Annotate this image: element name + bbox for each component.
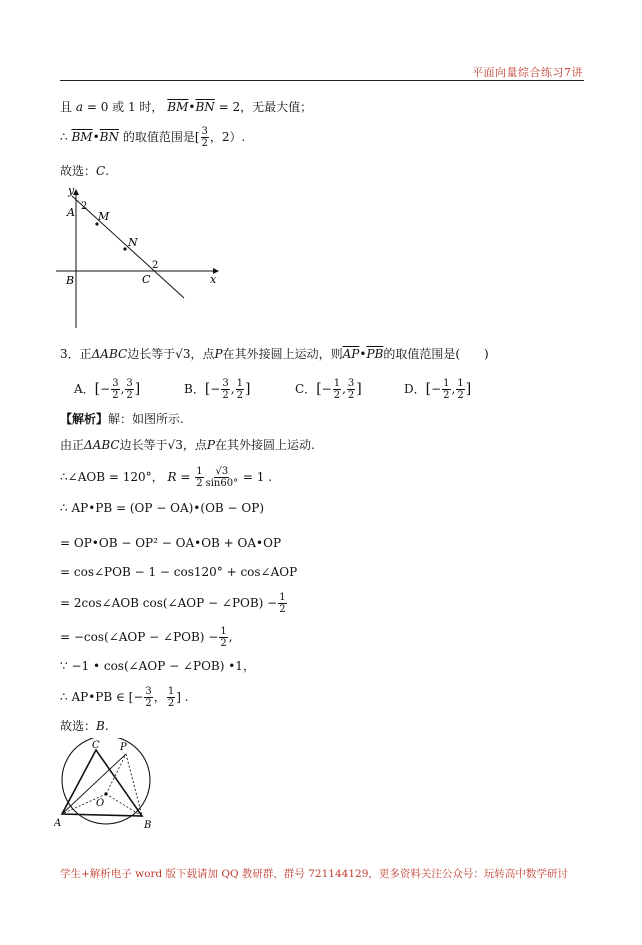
text: 解：如图所示. [108, 412, 184, 426]
label-x: x [210, 273, 217, 286]
dot: • [359, 347, 367, 361]
label-c: C [142, 273, 151, 286]
vector-bn: $\overline{BN}$ [99, 130, 119, 144]
denominator: 2 [201, 138, 208, 149]
label-m: M [98, 210, 110, 223]
footer-promo: 学生+解析电子 word 版下载请加 QQ 教研群，群号 721144129，更多资料关注公众号：玩转高中数学研讨 [60, 868, 568, 880]
line-1 [60, 99, 312, 115]
label-a: A [54, 818, 62, 829]
var-a: a [75, 100, 83, 114]
label-o: O [96, 798, 105, 809]
label-p: P [120, 742, 127, 753]
period: . [105, 164, 110, 178]
label-2-x: 2 [152, 260, 159, 271]
option-b[interactable]: B．[− $\frac{3}{2}$ , $\frac{1}{2}$ ] [184, 378, 251, 401]
solution-line-8: ∵ −1 • cos(∠AOP − ∠POB) •1， [60, 659, 255, 673]
sqrt3: √3 [175, 347, 191, 361]
triangle-abc: ΔABC [91, 347, 128, 361]
answer-2: 故选：B. [60, 719, 109, 733]
answer-label: 故选： [60, 164, 97, 178]
vector-bn: $\overline{BN}$ [195, 100, 215, 114]
point-p: P [214, 347, 223, 361]
label-c: C [92, 740, 100, 751]
label-y: y [68, 184, 75, 197]
text: 边长等于 [127, 347, 176, 361]
page-header-title: 平面向量综合练习7讲 [472, 66, 583, 79]
option-a[interactable]: A．[− $\frac{3}{2}$ , $\frac{3}{2}$ ] [74, 378, 141, 401]
solution-line-1: 由正ΔABC边长等于√3，点P在其外接圆上运动. [60, 438, 315, 452]
solution-line-7: = −cos(∠AOP − ∠POB) − $\frac{1}{2}$ , [60, 626, 233, 649]
option-label: C． [295, 382, 317, 396]
vector-ap: $\overline{AP}$ [342, 347, 360, 361]
solution-line-6: = 2cos∠AOB cos(∠AOP − ∠POB) − $\frac{1}{2}$ [60, 592, 286, 615]
text: 的取值范围是( ) [383, 347, 489, 361]
circumcircle [62, 738, 150, 824]
segment-ap [62, 754, 126, 814]
dot: • [92, 130, 100, 144]
label-2-y: 2 [81, 201, 88, 212]
label-b: B [144, 820, 152, 831]
coordinate-figure [52, 184, 232, 332]
center-o [104, 792, 107, 795]
solution-line-3: ∴ AP•PB = (OP − OA)•(OB − OP) [60, 501, 264, 515]
text: 的取值范围是[ [122, 130, 200, 144]
option-c[interactable]: C．[− $\frac{1}{2}$ , $\frac{3}{2}$ ] [295, 378, 362, 401]
text: = 0 或 1 时， [86, 100, 164, 114]
therefore-symbol: ∴ [60, 130, 68, 144]
fraction [201, 126, 209, 149]
solution-title [60, 411, 184, 427]
header-divider [60, 80, 584, 81]
answer-choice: C [96, 164, 106, 178]
text: = 2，无最大值； [218, 100, 313, 114]
text: 且 [60, 100, 73, 114]
circle-figure [54, 738, 166, 836]
option-label: A． [74, 382, 95, 396]
option-label: D． [404, 382, 426, 396]
label-b: B [66, 274, 75, 287]
vector-bm: $\overline{BM}$ [71, 130, 93, 144]
label-a: A [67, 206, 75, 219]
numerator: 3 [201, 126, 208, 137]
point-n [123, 247, 126, 250]
option-d[interactable]: D．[− $\frac{1}{2}$ , $\frac{1}{2}$ ] [404, 378, 472, 401]
vector-pb: $\overline{PB}$ [366, 347, 384, 361]
vector-bm: $\overline{BM}$ [167, 100, 189, 114]
solution-line-9: ∴ AP•PB ∈ [− $\frac{3}{2}$ ， $\frac{1}{2}$ ] . [60, 686, 189, 709]
solution-line-4: = OP•OB − OP² − OA•OB + OA•OP [60, 536, 282, 550]
text: 在其外接圆上运动，则 [222, 347, 343, 361]
line-2 [60, 126, 245, 149]
answer-1 [60, 163, 109, 179]
solution-line-2: ∴∠AOB = 120°， R = $\frac{1}{2}$ $\frac{√3}{\sin 60^\circ}$ = 1 . [60, 466, 273, 489]
option-label: B． [184, 382, 205, 396]
segment-pb [126, 754, 142, 816]
text: ，2）. [209, 130, 246, 144]
solution-line-5: = cos∠POB − 1 − cos120° + cos∠AOP [60, 565, 298, 579]
question-3 [60, 346, 489, 362]
label-n: N [128, 236, 138, 249]
segment-ob [106, 794, 142, 816]
dot: • [188, 100, 196, 114]
question-number: 3．正 [60, 347, 92, 361]
solution-heading: 【解析】 [60, 412, 109, 426]
text: ，点 [190, 347, 215, 361]
